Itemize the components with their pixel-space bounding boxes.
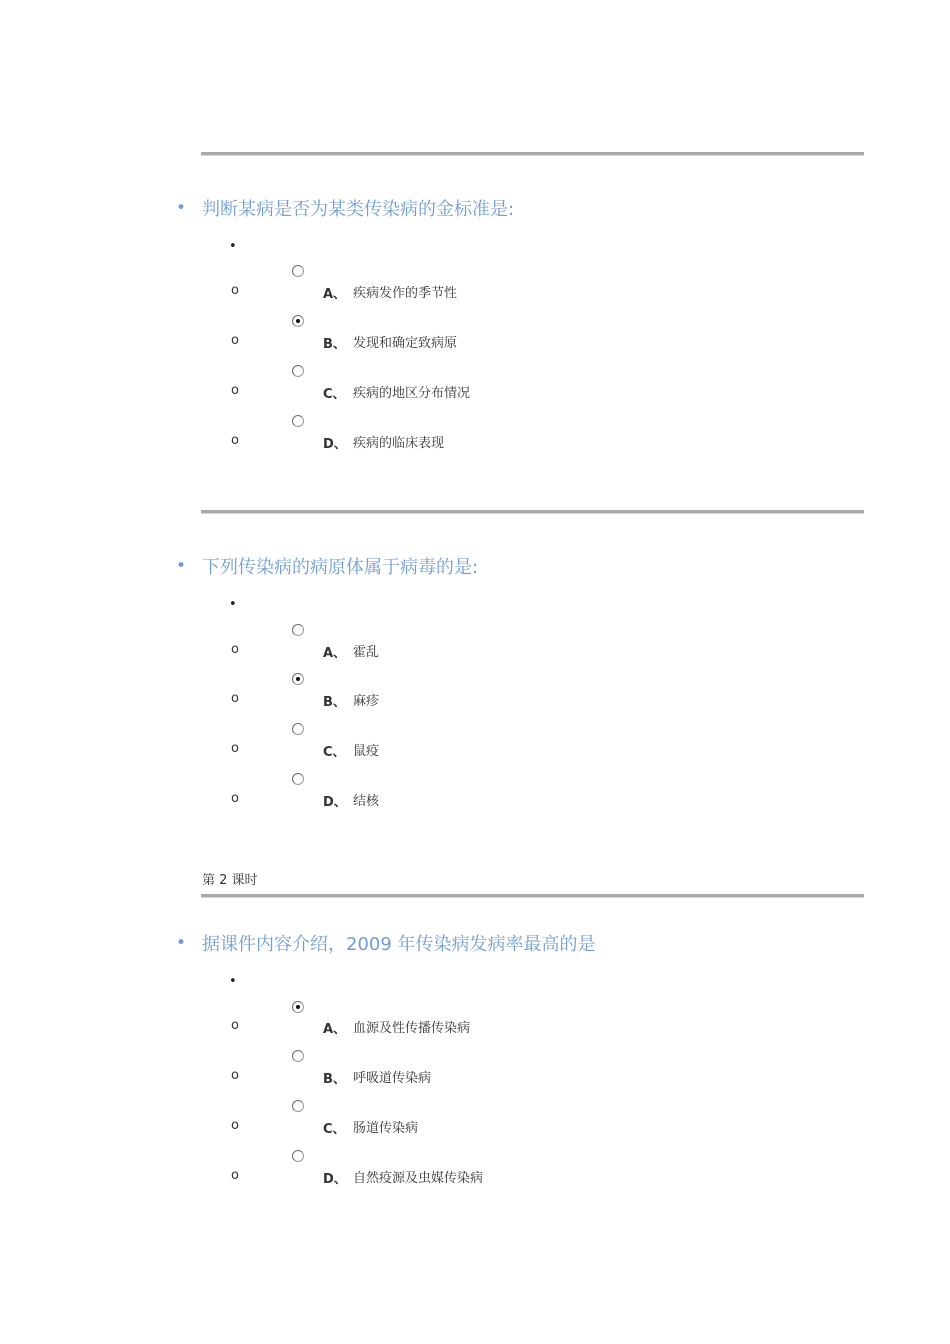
option-b-radio[interactable] [292, 315, 304, 327]
question-bullet: • [176, 556, 187, 576]
option-marker: o [231, 433, 239, 448]
option-marker: o [231, 383, 239, 398]
question-text: 据课件内容介绍，2009 年传染病发病率最高的是 [202, 934, 596, 955]
option-marker: o [231, 1068, 239, 1083]
option-marker: o [231, 333, 239, 348]
option-label: 结核 [353, 794, 380, 809]
option-label: 疾病的临床表现 [353, 436, 445, 451]
option-a-radio[interactable] [292, 1001, 304, 1013]
option-marker: o [231, 283, 239, 298]
option-label: 自然疫源及虫媒传染病 [353, 1171, 484, 1186]
option-letter: B、 [323, 337, 346, 352]
option-label: 肠道传染病 [353, 1121, 419, 1136]
option-label: 呼吸道传染病 [353, 1071, 432, 1086]
option-letter: C、 [323, 745, 346, 760]
option-letter: A、 [323, 287, 347, 302]
option-b-radio[interactable] [292, 673, 304, 685]
option-marker: o [231, 1168, 239, 1183]
option-letter: C、 [323, 387, 346, 402]
question-text: 判断某病是否为某类传染病的金标准是: [202, 199, 515, 220]
option-label: 霍乱 [353, 645, 380, 660]
option-marker: o [231, 1018, 239, 1033]
option-c-radio[interactable] [292, 1100, 304, 1112]
option-a-radio[interactable] [292, 265, 304, 277]
option-d-radio[interactable] [292, 773, 304, 785]
option-c-radio[interactable] [292, 723, 304, 735]
option-letter: B、 [323, 1072, 346, 1087]
answer-list-bullet: • [229, 239, 237, 254]
option-label: 发现和确定致病原 [353, 336, 458, 351]
option-letter: A、 [323, 1022, 347, 1037]
answer-list-bullet: • [229, 974, 237, 989]
option-marker: o [231, 791, 239, 806]
question-bullet: • [176, 198, 187, 218]
option-label: 疾病发作的季节性 [353, 286, 458, 301]
answer-list-bullet: • [229, 597, 237, 612]
option-letter: A、 [323, 646, 347, 661]
option-marker: o [231, 1118, 239, 1133]
divider [201, 510, 864, 514]
option-marker: o [231, 741, 239, 756]
divider [201, 152, 864, 156]
option-d-radio[interactable] [292, 1150, 304, 1162]
option-label: 麻疹 [353, 694, 380, 709]
option-letter: D、 [323, 1172, 347, 1187]
option-a-radio[interactable] [292, 624, 304, 636]
option-marker: o [231, 642, 239, 657]
option-letter: C、 [323, 1122, 346, 1137]
option-letter: B、 [323, 695, 346, 710]
divider [201, 894, 864, 898]
question-bullet: • [176, 933, 187, 953]
lesson-label: 第 2 课时 [202, 873, 258, 888]
option-label: 鼠疫 [353, 744, 380, 759]
option-d-radio[interactable] [292, 415, 304, 427]
option-label: 疾病的地区分布情况 [353, 386, 471, 401]
option-label: 血源及性传播传染病 [353, 1021, 471, 1036]
option-b-radio[interactable] [292, 1050, 304, 1062]
option-c-radio[interactable] [292, 365, 304, 377]
option-letter: D、 [323, 437, 347, 452]
option-marker: o [231, 691, 239, 706]
option-letter: D、 [323, 795, 347, 810]
question-text: 下列传染病的病原体属于病毒的是: [202, 557, 479, 578]
